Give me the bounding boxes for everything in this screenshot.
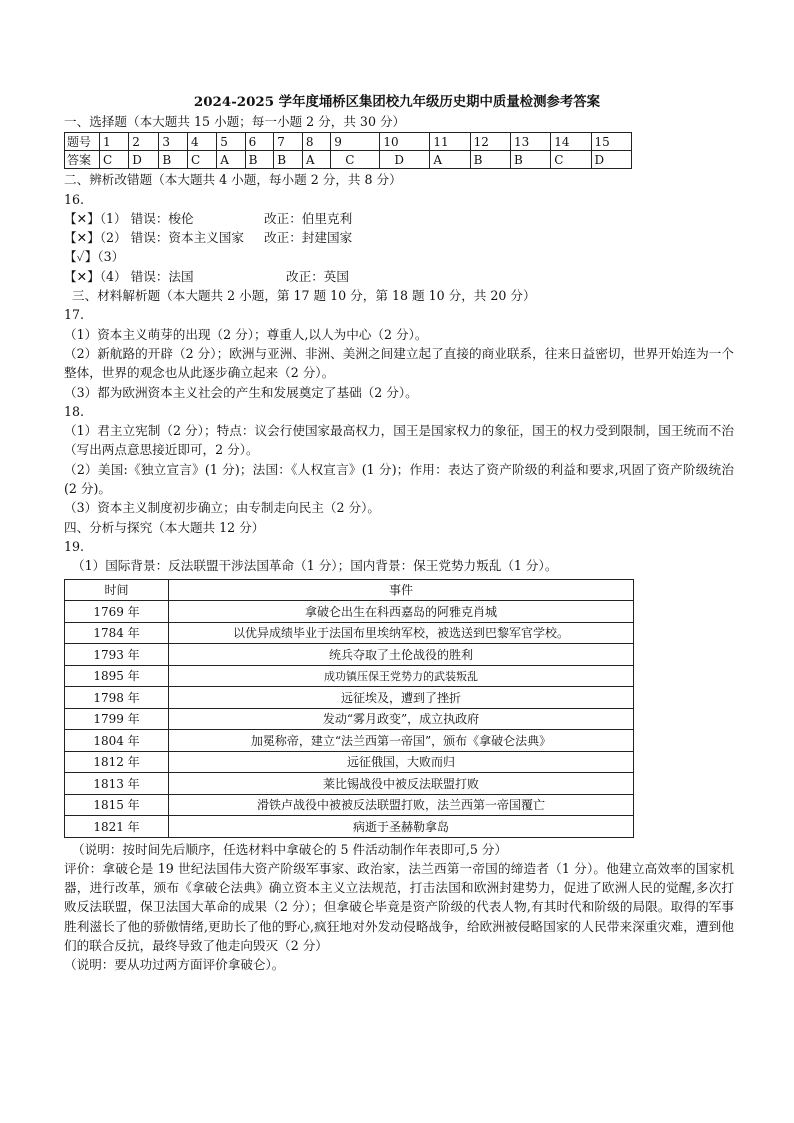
question-number: 10 (380, 133, 430, 151)
timeline-row (65, 773, 634, 795)
row-event: 远征俄国，大败而归 (169, 751, 634, 773)
q17-answer-3: （3）都为欧洲资本主义社会的产生和发展奠定了基础（2 分）。 (64, 384, 418, 400)
row-event: 发动“雾月政变”，成立执政府 (169, 708, 634, 730)
row-event: 拿破仑出生在科西嘉岛的阿雅克肖城 (169, 601, 634, 623)
timeline-row (65, 816, 634, 838)
header-event: 事件 (169, 579, 634, 601)
row-year: 1812 年 (65, 751, 169, 773)
section1-heading: 一、选择题（本大题共 15 小题；每一小题 2 分，共 30 分） (64, 114, 406, 129)
question-number: 2 (129, 133, 159, 151)
timeline-header (65, 579, 634, 601)
error-mark: 【✕】（4） 错误：法国 (64, 268, 194, 284)
row-year: 1804 年 (65, 730, 169, 752)
correct-mark: 【✓】（3） (64, 249, 125, 265)
timeline-row (65, 751, 634, 773)
timeline-row (65, 665, 634, 687)
timeline-row (65, 708, 634, 730)
q18-answer-1: （1）君主立宪制（2 分）；特点：议会行使国家最高权力，国王是国家权力的象征，国王的权力受到限制，国王统而不治（写出两点意思接近即可，2 分）。 (64, 423, 734, 458)
row-event: 以优异成绩毕业于法国布里埃纳军校，被选送到巴黎军官学校。 (169, 622, 634, 644)
timeline-row (65, 687, 634, 709)
q18-answer-3: （3）资本主义制度初步确立；由专制走向民主（2 分）。 (64, 500, 380, 516)
napoleon-evaluation: 评价：拿破仑是 19 世纪法国伟大资产阶级军事家、政治家，法兰西第一帝国的缔造者（1 分）。他建立高效率的国家机器，进行改革，颁布《拿破仑法典》确立资本主义立法规范，打击法国和欧洲封建势力，促进了欧洲人民的觉醒,多次打败反法联盟，保卫法国大革命的成果（2 分）；但拿破仑毕竟是资产阶级的代表人物,有其时代和阶级的局限。取得的军事胜利滋长了他的骄傲情绪,更助长了他的野心,疯狂地对外发动侵略战争，给欧洲被侵略国家的人民带来深重灾难，遭到他们的联合反抗，最终导致了他走向毁灭（2 分） (64, 860, 734, 954)
question-number: 7 (274, 133, 303, 151)
question-16-number: 16. (64, 191, 85, 207)
correction-text: 改正：伯里克利 (264, 210, 353, 226)
answer-cell: B (274, 151, 303, 169)
question-number: 1 (100, 133, 129, 151)
question-number: 5 (217, 133, 245, 151)
row-event: 病逝于圣赫勒拿岛 (169, 816, 634, 838)
q19-answer-1: （1）国际背景：反法联盟干涉法国革命（1 分）；国内背景：保王党势力叛乱（1 分）。 (72, 558, 558, 574)
timeline-note: （说明：按时间先后顺序，任选材料中拿破仑的 5 件活动制作年表即可,5 分） (72, 841, 508, 857)
answer-cell: A (302, 151, 330, 169)
timeline-row (65, 730, 634, 752)
question-number: 12 (470, 133, 510, 151)
row-event: 莱比锡战役中被反法联盟打败 (169, 773, 634, 795)
timeline-row (65, 622, 634, 644)
question-number: 14 (551, 133, 591, 151)
section2-heading: 二、辨析改错题（本大题共 4 小题，每小题 2 分，共 8 分） (64, 172, 402, 188)
question-number-row (65, 133, 632, 151)
row-label-number: 题号 (65, 133, 100, 151)
row-event: 加冕称帝，建立“法兰西第一帝国”，颁布《拿破仑法典》 (169, 730, 634, 752)
correction-text: 改正：封建国家 (264, 230, 353, 246)
row-event: 成功镇压保王党势力的武装叛乱 (169, 665, 634, 687)
row-event: 滑铁卢战役中被被反法联盟打败，法兰西第一帝国覆亡 (169, 794, 634, 816)
row-year: 1895 年 (65, 665, 169, 687)
page-title: 2024-2025 学年度埇桥区集团校九年级历史期中质量检测参考答案 (193, 94, 601, 110)
header-time: 时间 (65, 579, 169, 601)
answer-cell: C (100, 151, 129, 169)
answer-cell: D (591, 151, 631, 169)
timeline-row (65, 601, 634, 623)
answer-cell: D (380, 151, 430, 169)
question-number: 11 (430, 133, 470, 151)
answer-cell: A (430, 151, 470, 169)
answer-cell: A (217, 151, 245, 169)
row-year: 1813 年 (65, 773, 169, 795)
row-year: 1769 年 (65, 601, 169, 623)
timeline-row (65, 794, 634, 816)
q18-answer-2: （2）美国:《独立宣言》(1 分)；法国：《人权宣言》(1 分)；作用：表达了资产阶级的利益和要求,巩固了资产阶级统治(2 分)。 (64, 461, 734, 497)
answer-cell: C (331, 151, 380, 169)
question-number: 9 (331, 133, 380, 151)
row-year: 1793 年 (65, 644, 169, 666)
answer-sheet (64, 92, 734, 975)
timeline-row (65, 644, 634, 666)
correction-text: 改正：英国 (286, 268, 349, 284)
q17-answer-2: （2）新航路的开辟（2 分）；欧洲与亚洲、非洲、美洲之间建立起了直接的商业联系，往来日益密切，世界开始连为一个整体，世界的观念也从此逐步确立起来（2 分）。 (64, 345, 734, 381)
row-year: 1821 年 (65, 816, 169, 838)
row-year: 1798 年 (65, 687, 169, 709)
answer-cell: B (245, 151, 274, 169)
question-18-number: 18. (64, 403, 85, 419)
answer-row (65, 151, 632, 169)
question-number: 6 (245, 133, 274, 151)
correction-item (64, 267, 734, 286)
choice-answer-table (64, 132, 632, 169)
row-event: 远征埃及，遭到了挫折 (169, 687, 634, 709)
answer-cell: C (187, 151, 216, 169)
question-number: 15 (591, 133, 631, 151)
section3-heading: 三、材料解析题（本大题共 2 小题，第 17 题 10 分，第 18 题 10 分，共 20 分） (72, 288, 536, 304)
q17-answer-1: （1）资本主义萌芽的出现（2 分）；尊重人,以人为中心（2 分）。 (64, 326, 428, 342)
answer-cell: B (470, 151, 510, 169)
section4-heading: 四、分析与探究（本大题共 12 分） (64, 519, 265, 535)
row-label-answer: 答案 (65, 151, 100, 169)
question-19-number: 19. (64, 538, 85, 554)
answer-cell: D (129, 151, 159, 169)
correction-item (64, 247, 734, 266)
question-number: 4 (187, 133, 216, 151)
correction-item (64, 209, 734, 228)
evaluation-note: （说明：要从功过两方面评价拿破仑）。 (64, 957, 285, 973)
correction-item (64, 228, 734, 247)
row-year: 1815 年 (65, 794, 169, 816)
question-17-number: 17. (64, 307, 85, 323)
answer-cell: B (510, 151, 550, 169)
error-mark: 【✕】（2） 错误：资本主义国家 (64, 230, 244, 246)
answer-cell: C (551, 151, 591, 169)
question-number: 13 (510, 133, 550, 151)
error-mark: 【✕】（1） 错误：梭伦 (64, 210, 194, 226)
row-event: 统兵夺取了土伦战役的胜利 (169, 644, 634, 666)
question-number: 8 (302, 133, 330, 151)
question-number: 3 (159, 133, 188, 151)
answer-cell: B (159, 151, 188, 169)
napoleon-timeline-table (64, 579, 634, 838)
row-year: 1799 年 (65, 708, 169, 730)
row-year: 1784 年 (65, 622, 169, 644)
